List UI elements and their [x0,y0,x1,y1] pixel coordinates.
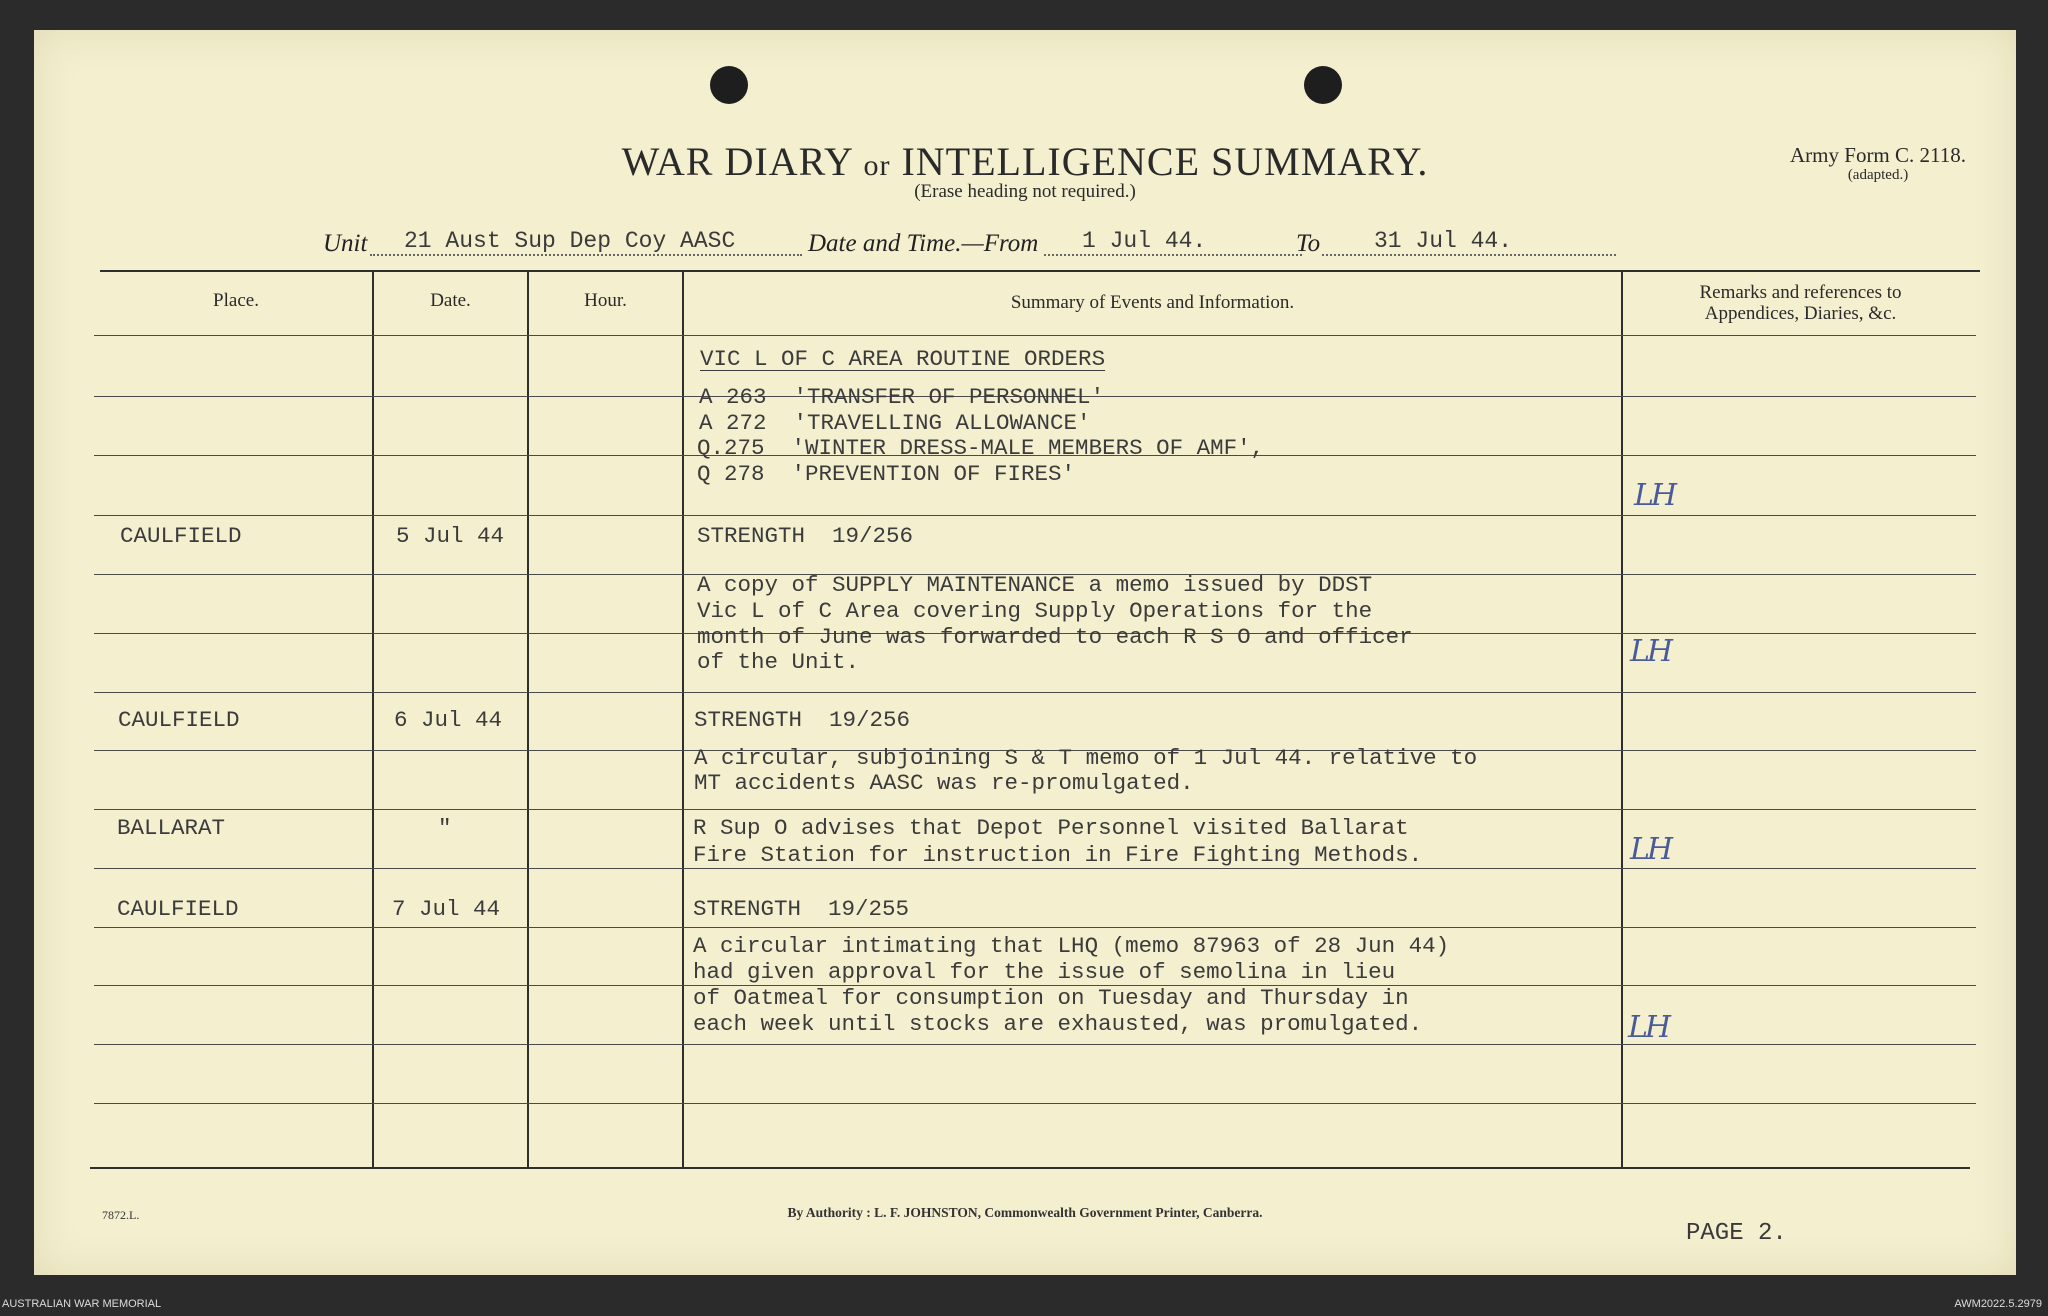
form-subtitle: (Erase heading not required.) [914,181,1136,202]
entry-summary: Fire Station for instruction in Fire Fighting Methods. [693,842,1423,868]
row-rule [94,1044,1976,1045]
entry-summary: month of June was forwarded to each R S O and officer [697,624,1413,650]
unit-label: Unit [323,230,368,257]
col-divider-hour [682,270,684,1169]
entry-summary: MT accidents AASC was re-promulgated. [694,770,1194,796]
archive-strip [0,1294,2048,1316]
row-rule [94,335,1976,336]
entry-place: CAULFIELD [120,523,242,549]
entry-summary: of Oatmeal for consumption on Tuesday and Thursday in [693,985,1409,1011]
handwritten-initials: LH [1630,634,1671,669]
entry-summary: had given approval for the issue of semolina in lieu [693,959,1396,985]
handwritten-initials: LH [1630,832,1671,867]
from-dotted-line [1044,254,1302,256]
entry-summary: A copy of SUPPLY MAINTENANCE a memo issued by DDST [697,572,1373,598]
entry-summary: each week until stocks are exhausted, was promulgated. [693,1011,1423,1037]
printer-authority: By Authority : L. F. JOHNSTON, Commonwealth Government Printer, Canberra. [787,1205,1263,1220]
entry-place: CAULFIELD [117,896,239,922]
col-header-remarks: Remarks and references to Appendices, Diaries, &c. [1699,282,1902,324]
row-rule [94,1103,1976,1104]
col-header-date: Date. [430,290,471,311]
entry-date: 5 Jul 44 [396,523,505,549]
col-header-hour: Hour. [584,290,627,311]
form-number: Army Form C. 2118. (adapted.) [1790,143,1966,183]
row-rule [94,515,1976,516]
entry-summary: A 272 'TRAVELLING ALLOWANCE' [699,410,1091,436]
page-number: PAGE 2. [1686,1220,1787,1247]
punch-hole-right [1304,66,1342,104]
row-rule [94,927,1976,928]
col-divider-date [527,270,529,1169]
unit-dotted-line [370,254,802,256]
row-rule [94,868,1976,869]
entry-summary: of the Unit. [697,649,860,675]
form-title: WAR DIARY or INTELLIGENCE SUMMARY. [621,139,1429,184]
entry-summary: A circular, subjoining S & T memo of 1 Jul 44. relative to [694,745,1478,771]
entry-place: CAULFIELD [118,707,240,733]
to-dotted-line [1322,254,1616,256]
entry-summary: Q 278 'PREVENTION OF FIRES' [697,461,1076,487]
entry-summary: Q.275 'WINTER DRESS-MALE MEMBERS OF AMF', [697,435,1265,461]
entry-summary-heading: VIC L OF C AREA ROUTINE ORDERS [700,346,1106,372]
to-label: To [1296,230,1321,257]
handwritten-initials: LH [1634,478,1675,513]
from-value: 1 Jul 44. [1082,228,1207,254]
row-rule [94,692,1976,693]
entry-summary: STRENGTH 19/256 [697,523,914,549]
entry-summary: STRENGTH 19/256 [694,707,911,733]
diary-page [34,30,2016,1275]
entry-summary: Vic L of C Area covering Supply Operations for the [697,598,1373,624]
entry-summary: A 263 'TRANSFER OF PERSONNEL' [699,384,1105,410]
archive-reference: AWM2022.5.2979 [1954,1298,2042,1310]
entry-date: " [438,815,452,841]
handwritten-initials: LH [1628,1010,1669,1045]
entry-date: 6 Jul 44 [394,707,503,733]
entry-summary: R Sup O advises that Depot Personnel visited Ballarat [693,815,1409,841]
print-code: 7872.L. [102,1208,140,1222]
entry-summary: A circular intimating that LHQ (memo 87963 of 28 Jun 44) [693,933,1450,959]
archive-name: AUSTRALIAN WAR MEMORIAL [2,1298,162,1310]
col-divider-summary [1621,270,1623,1169]
unit-value: 21 Aust Sup Dep Coy AASC [404,228,736,254]
table-top-border [100,270,1980,272]
date-from-label: Date and Time.—From [808,230,1039,257]
to-value: 31 Jul 44. [1374,228,1513,254]
col-header-summary: Summary of Events and Information. [1010,292,1295,313]
entry-place: BALLARAT [117,815,226,841]
col-header-place: Place. [213,290,259,311]
punch-hole-left [710,66,748,104]
row-rule [94,809,1976,810]
entry-summary: STRENGTH 19/255 [693,896,910,922]
col-divider-place [372,270,374,1169]
entry-date: 7 Jul 44 [392,896,501,922]
